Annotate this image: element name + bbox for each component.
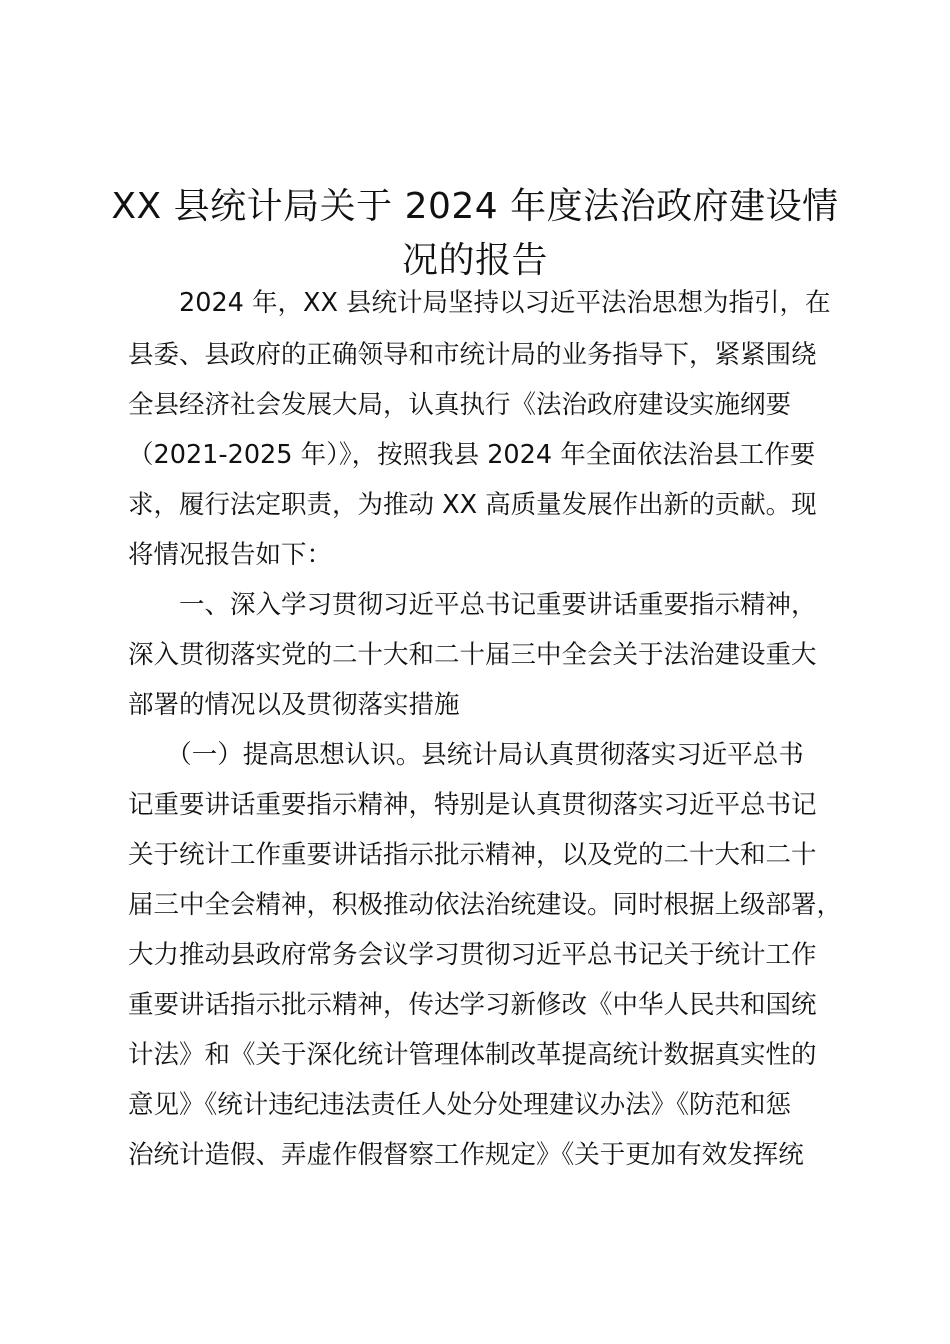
- intro-line: 县委、县政府的正确领导和市统计局的业务指导下，紧紧围绕: [128, 340, 817, 370]
- subsection-line: 届三中全会精神，积极推动依法治统建设。同时根据上级部署，: [128, 890, 843, 920]
- title-line-1: XX 县统计局关于 2024 年度法治政府建设情: [111, 186, 839, 227]
- subsection-line: 关于统计工作重要讲话指示批示精神，以及党的二十大和二十: [128, 840, 817, 870]
- intro-line: （2021-2025 年）》，按照我县 2024 年全面依法治县工作要: [128, 440, 816, 470]
- intro-line: 全县经济社会发展大局，认真执行《法治政府建设实施纲要: [128, 390, 792, 420]
- subsection-line: 治统计造假、弄虚作假督察工作规定》《关于更加有效发挥统: [128, 1140, 804, 1170]
- subsection-line: 记重要讲话重要指示精神，特别是认真贯彻落实习近平总书记: [128, 790, 817, 820]
- subsection-line: 大力推动县政府常务会议学习贯彻习近平总书记关于统计工作: [128, 940, 817, 970]
- section-heading-line: 深入贯彻落实党的二十大和二十届三中全会关于法治建设重大: [128, 640, 817, 670]
- subsection-line: （一）提高思想认识。县统计局认真贯彻落实习近平总书: [128, 740, 804, 770]
- subsection-line: 计法》和《关于深化统计管理体制改革提高统计数据真实性的: [128, 1040, 817, 1070]
- title-line-2: 况的报告: [401, 240, 548, 281]
- subsection-line: 重要讲话指示批示精神，传达学习新修改《中华人民共和国统: [128, 990, 817, 1020]
- subsection-line: 意见》《统计违纪违法责任人处分处理建议办法》《防范和惩: [128, 1090, 792, 1120]
- intro-line: 求，履行法定职责，为推动 XX 高质量发展作出新的贡献。现: [128, 490, 817, 520]
- section-heading-line: 部署的情况以及贯彻落实措施: [128, 690, 460, 720]
- intro-line: 将情况报告如下：: [128, 540, 333, 570]
- section-heading-line: 一、深入学习贯彻习近平总书记重要讲话重要指示精神，: [128, 590, 817, 620]
- intro-line: 2024 年，XX 县统计局坚持以习近平法治思想为指引，在: [128, 288, 831, 318]
- document-title: [110, 180, 840, 288]
